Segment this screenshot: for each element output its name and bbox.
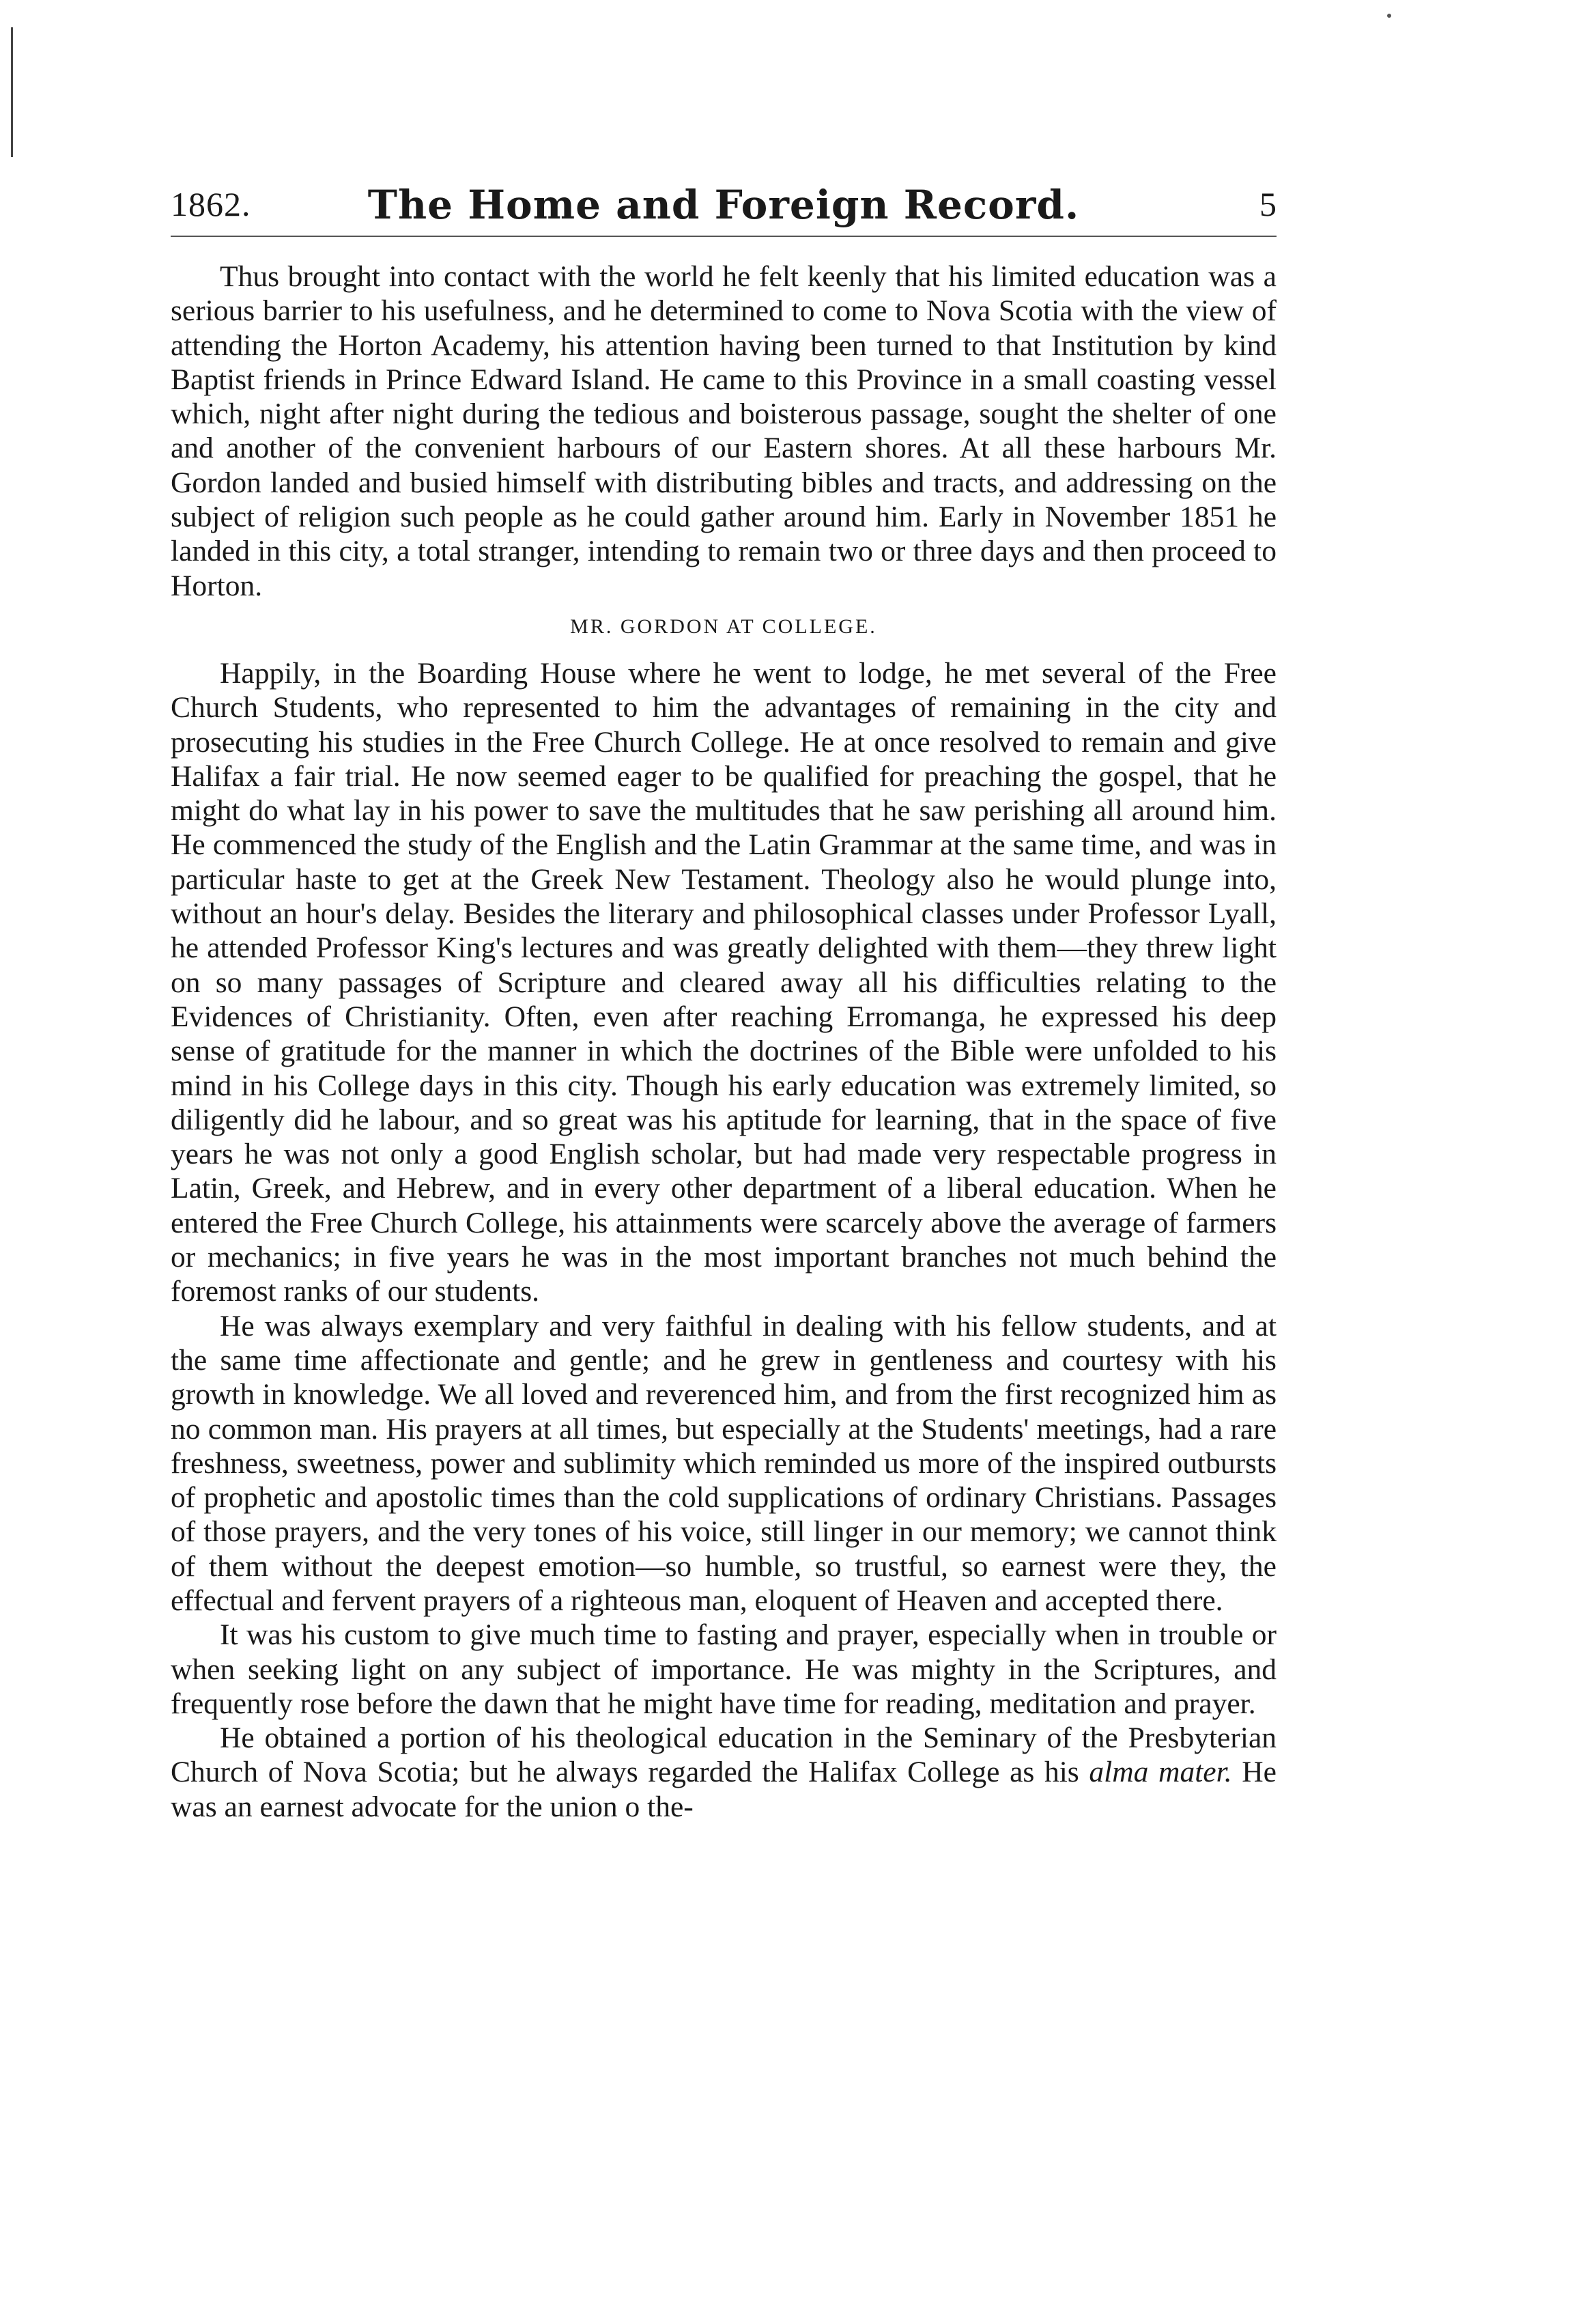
header-year: 1862. <box>171 185 251 223</box>
running-header <box>171 184 1277 232</box>
scan-edge-mark <box>11 27 13 157</box>
paragraph: Thus brought into contact with the world he felt keenly that his limited education was a serious barrier to his usefulness, and he determined to come to Nova Scotia with the view of attending the Horton Academy, his attention having been turned to that Institution by kind Baptist friends in Prince Edward Island. He came to this Province in a small coasting vessel which, night after night during the tedious and boisterous passage, sought the shelter of one and another of the convenient harbours of our Eastern shores. At all these harbours Mr. Gordon landed and busied himself with distributing bibles and tracts, and addressing on the subject of religion such people as he could gather around him. Early in November 1851 he landed in this city, a total stranger, intending to remain two or three days and then proceed to Horton. <box>171 260 1277 602</box>
paragraph-text: He obtained a portion of his theological education in the Seminary of the Presbyterian Church of Nova Scotia; but he always regarded the Halifax College as his <box>171 1721 1277 1789</box>
journal-title: The Home and Foreign Record. <box>367 182 1080 228</box>
page-number: 5 <box>1259 185 1277 223</box>
italic-phrase: alma mater. <box>1089 1756 1232 1789</box>
paragraph: It was his custom to give much time to fasting and prayer, especially when in trouble or when seeking light on any subject of importance. He was mighty in the Scriptures, and frequently rose before the dawn that he might have time for reading, meditation and prayer. <box>171 1618 1277 1720</box>
paragraph: He was always exemplary and very faithful in dealing with his fellow students, and at the same time affectionate and gentle; and he grew in gentleness and courtesy with his growth in knowledge. We all loved and reverenced him, and from the first recognized him as no common man. His prayers at all times, but especially at the Students' meetings, had a rare freshness, sweetness, power and sublimity which reminded us more of the inspired outbursts of prophetic and apostolic times than the cold supplications of ordinary Christians. Passages of those prayers, and the very tones of his voice, still linger in our memory; we cannot think of them without the deepest emotion—so humble, so trustful, so earnest were they, the effectual and fervent prayers of a righteous man, eloquent of Heaven and accepted there. <box>171 1309 1277 1617</box>
paragraph-last <box>171 1721 1277 1824</box>
header-rule <box>171 236 1277 237</box>
paragraph-text: He was an earnest advocate for the union o the- <box>171 1756 1277 1823</box>
paragraph: Happily, in the Boarding House where he went to lodge, he met several of the Free Church Students, who represented to him the advantages of remaining in the city and prosecuting his studies in the Free Church College. He at once resolved to remain and give Halifax a fair trial. He now seemed eager to be qualified for preaching the gospel, that he might do what lay in his power to save the multitudes that he saw perishing all around him. He commenced the study of the English and the Latin Grammar at the same time, and was in particular haste to get at the Greek New Testament. Theology also he would plunge into, without an hour's delay. Besides the literary and philosophical classes under Professor Lyall, he attended Professor King's lectures and was greatly delighted with them—they threw light on so many passages of Scripture and cleared away all his difficulties relating to the Evidences of Christianity. Often, even after reaching Erromanga, he expressed his deep sense of gratitude for the manner in which the doctrines of the Bible were unfolded to his mind in his College days in this city. Though his early education was extremely limited, so diligently did he labour, and so great was his aptitude for learning, that in the space of five years he was not only a good English scholar, but had made very respectable progress in Latin, Greek, and Hebrew, and in every other department of a liberal education. When he entered the Free Church College, his attainments were scarcely above the average of farmers or mechanics; in five years he was in the most important branches not much behind the foremost ranks of our students. <box>171 656 1277 1308</box>
section-heading: MR. GORDON AT COLLEGE. <box>570 615 877 638</box>
article-body <box>171 259 1277 1824</box>
scan-speck <box>1387 14 1391 18</box>
